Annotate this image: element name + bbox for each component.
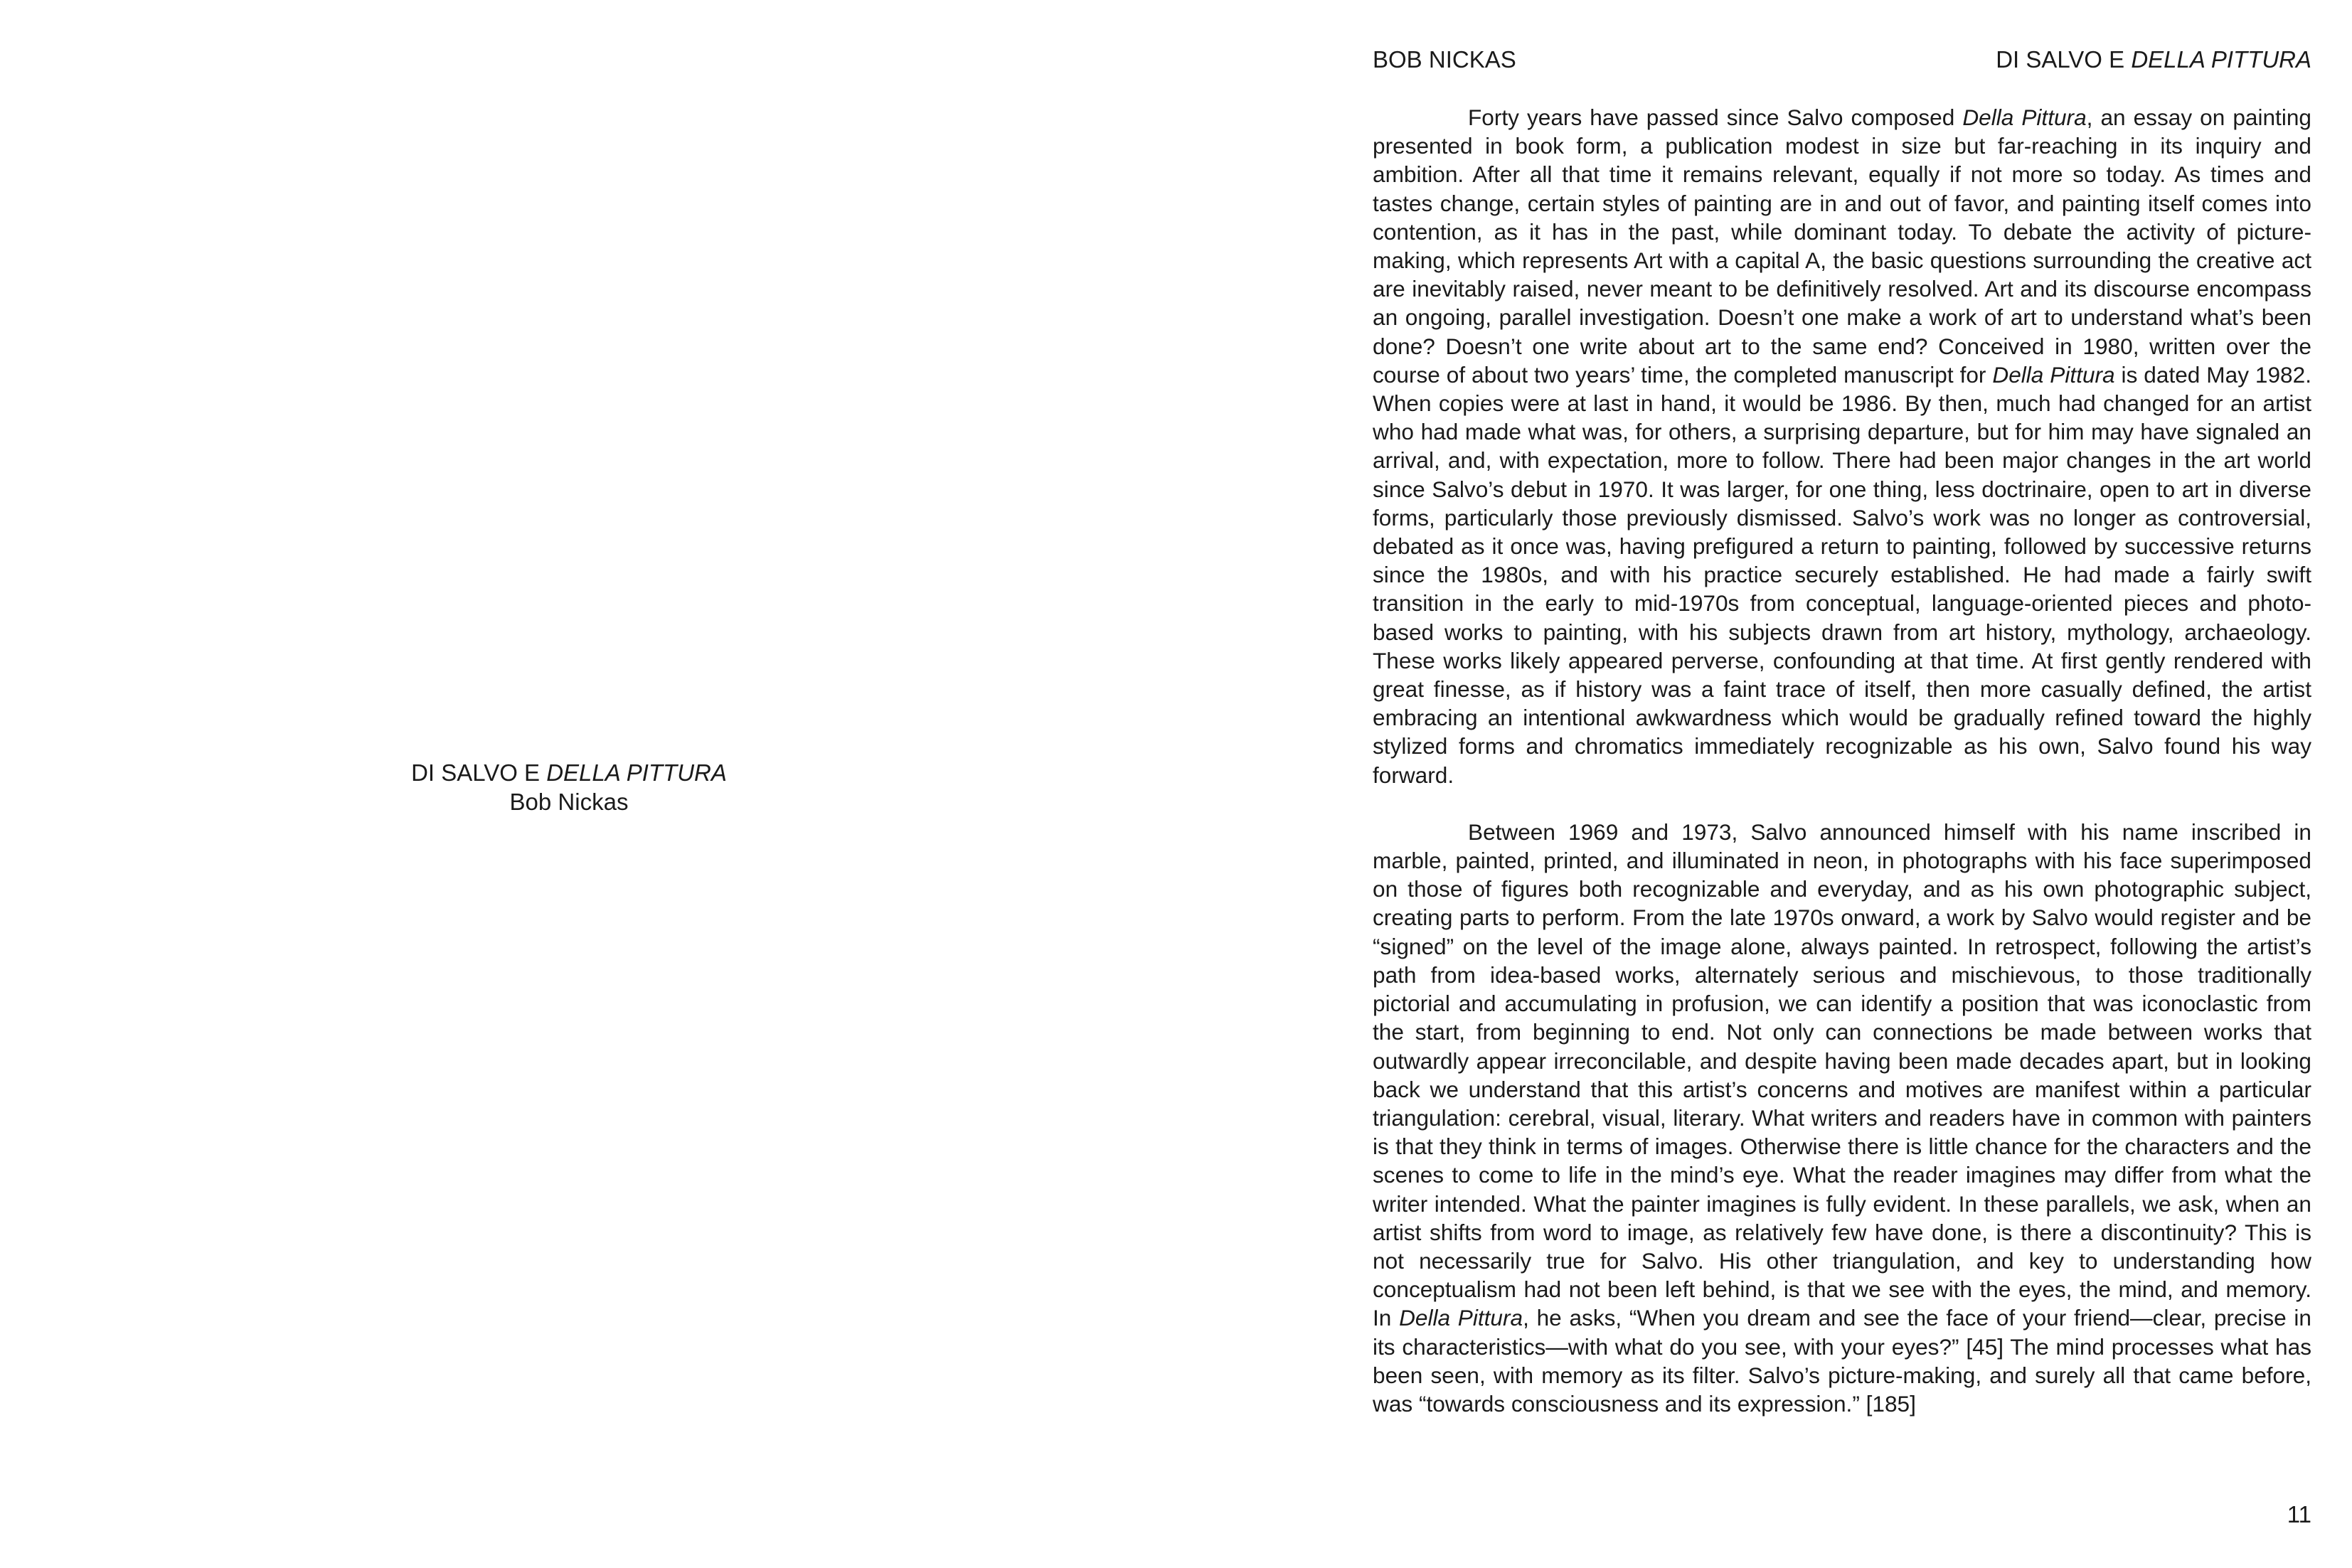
- paragraph-2-text-1: Between 1969 and 1973, Salvo announced himself with his name inscribed in marble, painted, printed, and illuminated in neon, in photographs with his face superimposed on those of figures both recognizable and everyday, and as his own photographic subject, creating parts to perform. From the late 1970s onward, a work by Salvo would register and be “signed” on the level of the image alone, always painted. In retrospect, following the artist’s path from idea-based works, alternately serious and mischievous, to those traditionally pictorial and accumulating in profusion, we can identify a position that was iconoclastic from the start, from beginning to end. Not only can connections be made between works that outwardly appear irreconcilable, and despite having been made decades apart, but in looking back we understand that this artist’s concerns and motives are manifest within a particular triangulation: cerebral, visual, literary. What writers and readers have in common with painters is that they think in terms of images. Otherwise there is little chance for the characters and the scenes to come to life in the mind’s eye. What the reader imagines may differ from what the writer intended. What the painter imagines is fully evident. In these parallels, we ask, when an artist shifts from word to image, as relatively few have done, is there a discontinuity? This is not necessarily true for Salvo. His other triangulation, and key to understanding how conceptualism had not been left behind, is that we see with the eyes, the mind, and memory. In: [1373, 818, 2311, 1331]
- running-head-title-italic: DELLA PITTURA: [2131, 46, 2311, 73]
- author-name: Bob Nickas: [509, 789, 629, 815]
- essay-title-prefix: DI SALVO E: [411, 759, 547, 786]
- running-head: [1373, 46, 2311, 74]
- running-head-title-prefix: DI SALVO E: [1996, 46, 2132, 73]
- paragraph-1-text-1: Forty years have passed since Salvo composed: [1468, 105, 1963, 130]
- page-number: 11: [2287, 1501, 2311, 1527]
- paragraph-1-text-2: , an essay on painting presented in book form, a publication modest in size but far-reaching in its inquiry and ambition. After all that time it remains relevant, equally if not more so today. As times and tastes change, certain styles of painting are in and out of favor, and painting itself comes into contention, as it has in the past, while dominant today. To debate the activity of picture-making, which represents Art with a capital A, the basic questions surrounding the creative act are inevitably raised, never meant to be definitively resolved. Art and its discourse encompass an ongoing, parallel investigation. Doesn’t one make a work of art to understand what’s been done? Doesn’t one write about art to the same end? Conceived in 1980, written over the course of about two years’ time, the completed manuscript for: [1373, 105, 2311, 388]
- running-head-author: BOB NICKAS: [1373, 46, 1516, 73]
- paragraph-2-text-2: , he asks, “When you dream and see the face of your friend—clear, precise in its characteristics—with what do you see, with your eyes?” [45] The mind processes what has been seen, with memory as its filter. Salvo’s picture-making, and surely all that came before, was “towards consciousness and its expression.” [185]: [1373, 1305, 2311, 1417]
- paragraph-1: [1373, 103, 2311, 789]
- left-page: [0, 0, 1138, 1568]
- essay-title-italic: DELLA PITTURA: [546, 759, 727, 786]
- body-text: [1373, 103, 2311, 1418]
- running-head-title: [1996, 46, 2311, 74]
- paragraph-1-italic-1: Della Pittura: [1962, 105, 2087, 130]
- paragraph-1-text-3: is dated May 1982. When copies were at last in hand, it would be 1986. By then, much had changed for an artist who had made what was, for others, a surprising departure, but for him may have signaled an arrival, and, with expectation, more to follow. There had been major changes in the art world since Salvo’s debut in 1970. It was larger, for one thing, less doctrinaire, open to art in diverse forms, particularly those previously dismissed. Salvo’s work was no longer as controversial, debated as it once was, having prefigured a return to painting, followed by successive returns since the 1980s, and with his practice securely established. He had made a fairly swift transition in the early to mid-1970s from conceptual, language-oriented pieces and photo-based works to painting, with his subjects drawn from art history, mythology, archaeology. These works likely appeared perverse, confounding at that time. At first gently rendered with great finesse, as if history was a faint trace of itself, then more casually defined, the artist embracing an intentional awkwardness which would be gradually refined toward the highly stylized forms and chromatics immediately recognizable as his own, Salvo found his way forward.: [1373, 361, 2311, 788]
- title-block: [0, 758, 1138, 816]
- paragraph-2-italic-1: Della Pittura: [1399, 1305, 1523, 1331]
- paragraph-2: [1373, 818, 2311, 1418]
- essay-title: [0, 758, 1138, 787]
- paragraph-1-italic-2: Della Pittura: [1992, 361, 2115, 388]
